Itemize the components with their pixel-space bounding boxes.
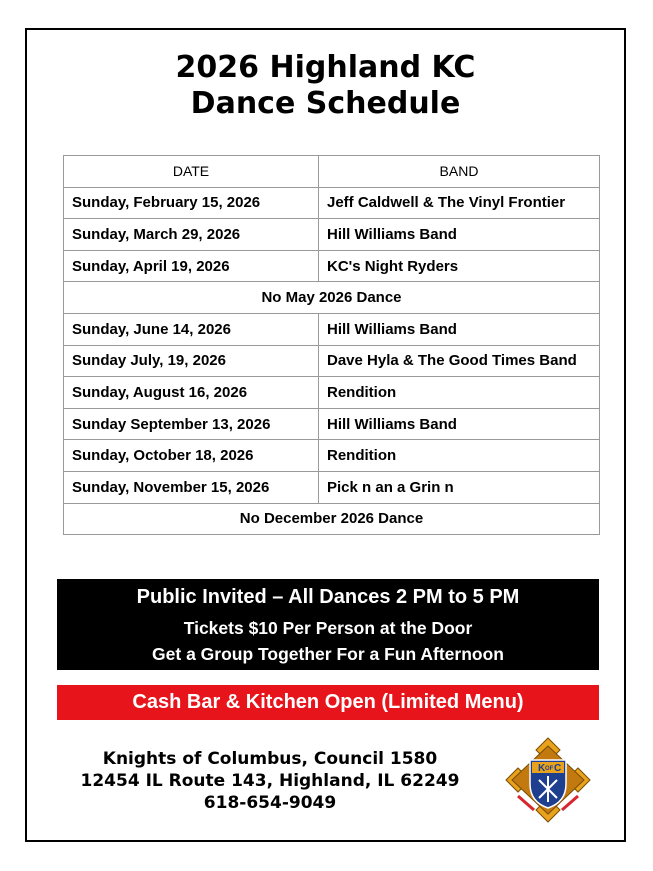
table-row bbox=[64, 313, 600, 345]
date-cell: Sunday, November 15, 2026 bbox=[64, 471, 319, 503]
dance-hours-text: Public Invited – All Dances 2 PM to 5 PM bbox=[136, 586, 520, 608]
table-row-note bbox=[64, 503, 600, 535]
table-row-note bbox=[64, 282, 600, 314]
no-dance-note: No December 2026 Dance bbox=[64, 503, 600, 535]
organization-phone: 618-654-9049 bbox=[203, 793, 337, 813]
table-row bbox=[64, 471, 600, 503]
dance-schedule-table bbox=[63, 155, 600, 535]
page-title-line-1: 2026 Highland KC bbox=[175, 50, 476, 85]
knights-of-columbus-emblem-icon bbox=[504, 736, 592, 824]
date-cell: Sunday, August 16, 2026 bbox=[64, 377, 319, 409]
page-title-line-2: Dance Schedule bbox=[190, 86, 461, 121]
organization-address: 12454 IL Route 143, Highland, IL 62249 bbox=[80, 771, 460, 791]
public-info-box bbox=[57, 579, 599, 670]
band-cell: Hill Williams Band bbox=[319, 313, 600, 345]
band-cell: Pick n an a Grin n bbox=[319, 471, 600, 503]
emblem-letter-k: K bbox=[538, 763, 546, 774]
table-row bbox=[64, 377, 600, 409]
column-header-band: BAND bbox=[319, 156, 600, 188]
band-cell: Hill Williams Band bbox=[319, 408, 600, 440]
no-dance-note: No May 2026 Dance bbox=[64, 282, 600, 314]
date-cell: Sunday, March 29, 2026 bbox=[64, 219, 319, 251]
band-cell: Rendition bbox=[319, 377, 600, 409]
emblem-letter-c: C bbox=[554, 763, 562, 774]
emblem-letters-of: OF bbox=[545, 766, 554, 772]
date-cell: Sunday, April 19, 2026 bbox=[64, 250, 319, 282]
organization-name: Knights of Columbus, Council 1580 bbox=[102, 749, 438, 769]
column-header-date: DATE bbox=[64, 156, 319, 188]
group-invite-text: Get a Group Together For a Fun Afternoon bbox=[152, 644, 504, 664]
cash-bar-banner: Cash Bar & Kitchen Open (Limited Menu) bbox=[57, 685, 599, 720]
ticket-price-text: Tickets $10 Per Person at the Door bbox=[183, 618, 473, 638]
table-row bbox=[64, 187, 600, 219]
date-cell: Sunday September 13, 2026 bbox=[64, 408, 319, 440]
band-cell: KC's Night Ryders bbox=[319, 250, 600, 282]
date-cell: Sunday, February 15, 2026 bbox=[64, 187, 319, 219]
table-header-row bbox=[64, 156, 600, 188]
table-row bbox=[64, 440, 600, 472]
band-cell: Dave Hyla & The Good Times Band bbox=[319, 345, 600, 377]
band-cell: Jeff Caldwell & The Vinyl Frontier bbox=[319, 187, 600, 219]
table-row bbox=[64, 219, 600, 251]
date-cell: Sunday, June 14, 2026 bbox=[64, 313, 319, 345]
date-cell: Sunday, October 18, 2026 bbox=[64, 440, 319, 472]
table-row bbox=[64, 345, 600, 377]
date-cell: Sunday July, 19, 2026 bbox=[64, 345, 319, 377]
table-row bbox=[64, 250, 600, 282]
band-cell: Hill Williams Band bbox=[319, 219, 600, 251]
band-cell: Rendition bbox=[319, 440, 600, 472]
table-row bbox=[64, 408, 600, 440]
